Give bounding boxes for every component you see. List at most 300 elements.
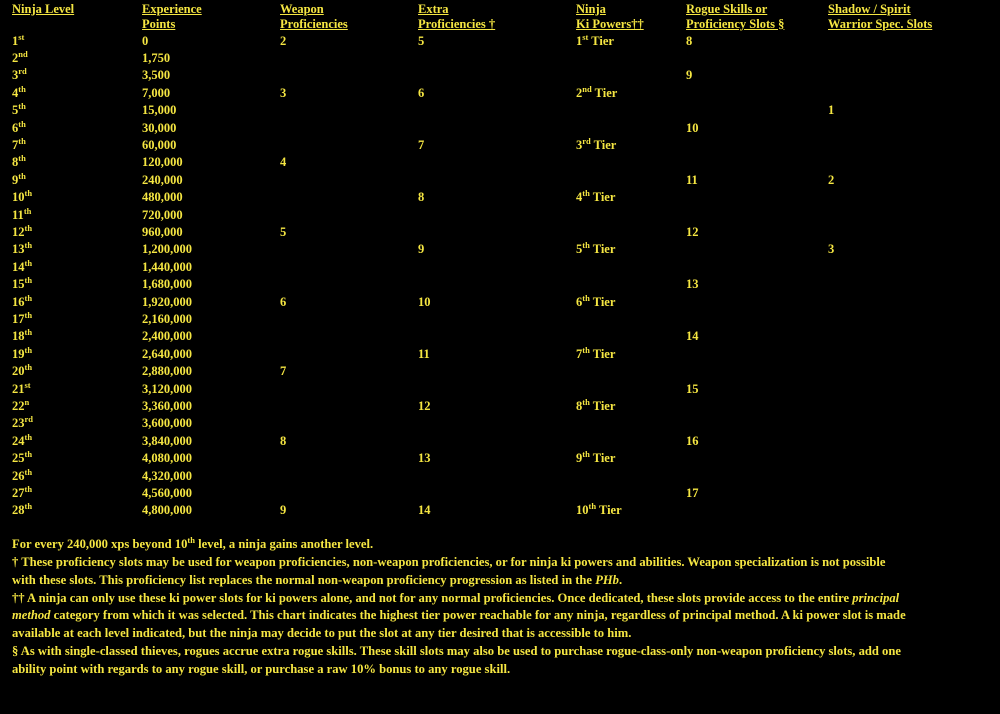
level-number: 6 xyxy=(12,120,19,135)
cell-rogue-skills: 17 xyxy=(686,486,699,501)
cell-extra-proficiencies xyxy=(418,328,576,345)
note-dagger-line1: † These proficiency slots may be used for weapon proficiencies, non-weapon proficiencies, or for ninja ki powers and abilities. Weapon specialization is not possible xyxy=(12,554,886,569)
cell-experience-points: 3,600,000 xyxy=(142,416,192,431)
cell-rogue-skills: 16 xyxy=(686,433,699,448)
cell-rogue-skills xyxy=(686,468,828,485)
cell-ninja-ki-powers xyxy=(576,102,686,119)
ki-tier-number: 2 xyxy=(576,85,583,100)
cell-experience-points: 1,440,000 xyxy=(142,259,192,274)
cell-weapon-proficiencies: 4 xyxy=(280,155,287,170)
note-progression-post: level, a ninja gains another level. xyxy=(194,536,374,551)
cell-ninja-level xyxy=(0,154,142,171)
level-ordinal-suffix: th xyxy=(24,257,33,268)
cell-extra-proficiencies xyxy=(418,172,576,189)
column-header-ninja-ki-powers xyxy=(576,0,686,33)
cell-weapon-proficiencies xyxy=(280,450,418,467)
level-number: 15 xyxy=(12,277,25,292)
cell-ninja-level xyxy=(0,85,142,102)
level-ordinal-suffix: th xyxy=(24,292,33,303)
level-ordinal-suffix: th xyxy=(24,483,33,494)
ki-tier-ordinal-suffix: th xyxy=(588,501,597,512)
table-row xyxy=(0,50,1000,67)
cell-ninja-ki-powers xyxy=(576,328,686,345)
cell-experience-points: 960,000 xyxy=(142,224,183,239)
cell-extra-proficiencies xyxy=(418,415,576,432)
cell-extra-proficiencies xyxy=(418,259,576,276)
note-dd-a: †† A ninja can only use these ki power slots for ki powers alone, and not for any normal proficiencies. Once dedicated, these slots provide access to the entire xyxy=(12,590,853,605)
cell-experience-points: 4,320,000 xyxy=(142,468,192,483)
cell-ninja-level xyxy=(0,102,142,119)
cell-shadow-spirit-slots xyxy=(828,276,1000,293)
table-row xyxy=(0,311,1000,328)
level-number: 12 xyxy=(12,224,25,239)
cell-shadow-spirit-slots xyxy=(828,328,1000,345)
level-ordinal-suffix: th xyxy=(24,362,33,373)
cell-ninja-level xyxy=(0,294,142,311)
note-dd-b-post: category from which it was selected. This chart indicates the highest tier power reachable for any ninja, regardless of principal method. A ki power slot is made xyxy=(50,608,906,623)
level-number: 7 xyxy=(12,137,19,152)
cell-rogue-skills xyxy=(686,85,828,102)
cell-rogue-skills xyxy=(686,363,828,380)
cell-weapon-proficiencies xyxy=(280,207,418,224)
column-header-line: Proficiencies † xyxy=(418,16,496,31)
table-row xyxy=(0,485,1000,502)
cell-rogue-skills xyxy=(686,241,828,258)
note-dagger-b-post: . xyxy=(618,572,623,587)
column-header-shadow-spirit-warrior xyxy=(828,0,1000,33)
cell-shadow-spirit-slots xyxy=(828,433,1000,450)
cell-shadow-spirit-slots xyxy=(828,485,1000,502)
cell-weapon-proficiencies xyxy=(280,468,418,485)
cell-ninja-ki-powers xyxy=(576,50,686,67)
table-body xyxy=(0,33,1000,520)
cell-rogue-skills: 9 xyxy=(686,68,693,83)
note-dd-b-em: method xyxy=(12,608,51,623)
level-ordinal-suffix: th xyxy=(24,449,33,460)
cell-experience-points: 1,920,000 xyxy=(142,294,192,309)
ki-tier-number: 6 xyxy=(576,294,583,309)
cell-shadow-spirit-slots xyxy=(828,189,1000,206)
level-number: 10 xyxy=(12,190,25,205)
cell-experience-points: 2,640,000 xyxy=(142,346,192,361)
column-header-line: Proficiency Slots § xyxy=(686,16,785,31)
cell-ninja-level xyxy=(0,450,142,467)
cell-rogue-skills xyxy=(686,294,828,311)
cell-experience-points: 4,080,000 xyxy=(142,451,192,466)
cell-experience-points: 2,160,000 xyxy=(142,312,192,326)
cell-shadow-spirit-slots xyxy=(828,85,1000,102)
cell-experience-points: 1,200,000 xyxy=(142,242,192,257)
cell-extra-proficiencies: 5 xyxy=(418,33,425,48)
cell-shadow-spirit-slots xyxy=(828,50,1000,67)
cell-ninja-level xyxy=(0,120,142,137)
cell-shadow-spirit-slots xyxy=(828,311,1000,328)
ki-tier-label: Tier xyxy=(590,137,617,152)
level-number: 14 xyxy=(12,259,25,274)
cell-ninja-ki-powers xyxy=(576,485,686,502)
cell-ninja-level xyxy=(0,433,142,450)
ki-tier-ordinal-suffix: st xyxy=(582,31,589,42)
cell-experience-points: 2,880,000 xyxy=(142,364,192,379)
level-number: 5 xyxy=(12,103,19,118)
table-row xyxy=(0,102,1000,119)
cell-weapon-proficiencies: 8 xyxy=(280,433,287,448)
table-row xyxy=(0,224,1000,241)
cell-weapon-proficiencies: 7 xyxy=(280,364,287,379)
cell-experience-points: 720,000 xyxy=(142,207,183,222)
ki-tier-ordinal-suffix: th xyxy=(582,240,590,251)
table-row xyxy=(0,346,1000,363)
cell-ninja-level xyxy=(0,346,142,363)
table-row xyxy=(0,363,1000,380)
cell-extra-proficiencies: 10 xyxy=(418,294,431,309)
cell-ninja-level xyxy=(0,189,142,206)
table-row xyxy=(0,189,1000,206)
ki-tier-number: 1 xyxy=(576,33,583,48)
ki-tier-number: 8 xyxy=(576,399,583,414)
cell-shadow-spirit-slots xyxy=(828,33,1000,50)
cell-extra-proficiencies: 8 xyxy=(418,190,425,205)
cell-experience-points: 240,000 xyxy=(142,172,183,187)
cell-ninja-ki-powers xyxy=(576,276,686,293)
level-number: 17 xyxy=(12,312,25,326)
cell-experience-points: 1,750 xyxy=(142,50,171,65)
cell-ninja-level xyxy=(0,259,142,276)
note-progression-sup: th xyxy=(187,534,195,545)
cell-experience-points: 120,000 xyxy=(142,155,183,170)
cell-shadow-spirit-slots xyxy=(828,154,1000,171)
note-dagger-b-pre: with these slots. This proficiency list replaces the normal non-weapon proficiency progression as listed in the xyxy=(12,572,596,587)
table-row xyxy=(0,172,1000,189)
table-row xyxy=(0,502,1000,519)
table-row xyxy=(0,259,1000,276)
cell-ninja-ki-powers xyxy=(576,468,686,485)
ki-tier-ordinal-suffix: th xyxy=(582,292,590,303)
table-row xyxy=(0,381,1000,398)
cell-weapon-proficiencies xyxy=(280,120,418,137)
cell-shadow-spirit-slots xyxy=(828,224,1000,241)
level-ordinal-suffix: th xyxy=(24,327,33,338)
level-ordinal-suffix: th xyxy=(24,222,33,233)
cell-weapon-proficiencies xyxy=(280,241,418,258)
cell-rogue-skills xyxy=(686,207,828,224)
cell-rogue-skills: 14 xyxy=(686,329,699,344)
cell-ninja-ki-powers xyxy=(576,154,686,171)
level-number: 13 xyxy=(12,242,25,257)
cell-extra-proficiencies xyxy=(418,120,576,137)
cell-rogue-skills xyxy=(686,502,828,519)
cell-extra-proficiencies xyxy=(418,363,576,380)
level-number: 26 xyxy=(12,468,25,483)
cell-weapon-proficiencies: 2 xyxy=(280,33,287,48)
level-ordinal-suffix: th xyxy=(18,170,26,181)
cell-extra-proficiencies: 14 xyxy=(418,503,431,518)
cell-shadow-spirit-slots: 1 xyxy=(828,103,835,118)
cell-weapon-proficiencies xyxy=(280,398,418,415)
column-header-experience-points xyxy=(142,0,280,33)
level-number: 23 xyxy=(12,416,25,431)
cell-rogue-skills: 15 xyxy=(686,381,699,396)
cell-shadow-spirit-slots xyxy=(828,137,1000,154)
cell-experience-points: 3,360,000 xyxy=(142,399,192,414)
level-ordinal-suffix: nd xyxy=(18,48,28,59)
ki-tier-ordinal-suffix: th xyxy=(582,396,590,407)
cell-ninja-ki-powers xyxy=(576,450,686,467)
cell-rogue-skills xyxy=(686,311,828,328)
cell-experience-points: 0 xyxy=(142,33,149,48)
column-header-line: Ninja xyxy=(576,2,606,16)
table-row xyxy=(0,468,1000,485)
note-progression-pre: For every 240,000 xps beyond 10 xyxy=(12,536,188,551)
ki-tier-ordinal-suffix: th xyxy=(582,188,590,198)
cell-ninja-level xyxy=(0,50,142,67)
ki-tier-number: 9 xyxy=(576,451,583,466)
cell-shadow-spirit-slots xyxy=(828,363,1000,380)
cell-extra-proficiencies: 9 xyxy=(418,242,425,257)
cell-extra-proficiencies xyxy=(418,102,576,119)
cell-shadow-spirit-slots xyxy=(828,415,1000,432)
note-dagger-b-em: PHb xyxy=(595,572,619,587)
level-ordinal-suffix: th xyxy=(24,309,33,320)
cell-rogue-skills: 12 xyxy=(686,224,699,239)
cell-extra-proficiencies xyxy=(418,311,576,328)
cell-shadow-spirit-slots xyxy=(828,207,1000,224)
cell-extra-proficiencies xyxy=(418,224,576,241)
note-section-line1: § As with single-classed thieves, rogues accrue extra rogue skills. These skill slots may also be used to purchase rogue-class-only non-weapon proficiency slots, add one xyxy=(12,644,901,659)
cell-experience-points: 60,000 xyxy=(142,137,177,152)
table-row xyxy=(0,67,1000,84)
cell-shadow-spirit-slots: 2 xyxy=(828,172,835,187)
cell-shadow-spirit-slots xyxy=(828,381,1000,398)
level-number: 25 xyxy=(12,451,25,466)
cell-weapon-proficiencies xyxy=(280,415,418,432)
cell-ninja-ki-powers xyxy=(576,398,686,415)
note-doubledagger-line3: available at each level indicated, but the ninja may decide to put the slot at any tier desired that is accessible to him. xyxy=(12,626,632,641)
table-row xyxy=(0,137,1000,154)
level-ordinal-suffix: th xyxy=(18,153,26,164)
table-row xyxy=(0,154,1000,171)
cell-rogue-skills xyxy=(686,137,828,154)
cell-ninja-ki-powers xyxy=(576,189,686,206)
cell-ninja-level xyxy=(0,485,142,502)
cell-ninja-ki-powers xyxy=(576,207,686,224)
ki-tier-label: Tier xyxy=(588,33,614,48)
level-number: 3 xyxy=(12,68,19,83)
level-ordinal-suffix: th xyxy=(24,188,33,198)
cell-experience-points: 3,500 xyxy=(142,68,171,83)
ki-tier-label: Tier xyxy=(589,190,616,205)
ki-tier-label: Tier xyxy=(596,503,622,518)
footnotes xyxy=(0,536,1000,679)
cell-experience-points: 30,000 xyxy=(142,120,177,135)
cell-shadow-spirit-slots xyxy=(828,259,1000,276)
column-header-line: Rogue Skills or xyxy=(686,2,768,16)
column-header-line: Points xyxy=(142,16,176,31)
level-ordinal-suffix: th xyxy=(18,135,26,146)
level-number: 21 xyxy=(12,381,25,396)
cell-ninja-ki-powers xyxy=(576,415,686,432)
column-header-extra-proficiencies xyxy=(418,0,576,33)
cell-extra-proficiencies xyxy=(418,207,576,224)
ki-tier-ordinal-suffix: nd xyxy=(582,83,592,94)
level-ordinal-suffix: th xyxy=(24,501,33,512)
table-row xyxy=(0,33,1000,50)
cell-ninja-level xyxy=(0,311,142,328)
table-row xyxy=(0,85,1000,102)
cell-weapon-proficiencies xyxy=(280,311,418,328)
level-ordinal-suffix: th xyxy=(24,240,33,251)
cell-ninja-level xyxy=(0,67,142,84)
column-header-line: Warrior Spec. Slots xyxy=(828,16,933,31)
ki-tier-number: 3 xyxy=(576,137,583,152)
cell-weapon-proficiencies xyxy=(280,189,418,206)
cell-ninja-ki-powers xyxy=(576,137,686,154)
level-number: 24 xyxy=(12,433,25,448)
cell-rogue-skills: 8 xyxy=(686,33,693,48)
cell-rogue-skills xyxy=(686,415,828,432)
cell-ninja-ki-powers xyxy=(576,346,686,363)
cell-shadow-spirit-slots xyxy=(828,346,1000,363)
column-header-line: Shadow / Spirit xyxy=(828,2,911,16)
cell-shadow-spirit-slots xyxy=(828,67,1000,84)
level-ordinal-suffix: st xyxy=(18,31,25,42)
cell-ninja-ki-powers xyxy=(576,172,686,189)
cell-rogue-skills xyxy=(686,259,828,276)
level-number: 18 xyxy=(12,329,25,344)
table-header-row xyxy=(0,0,1000,33)
level-ordinal-suffix: rd xyxy=(24,414,33,425)
cell-experience-points: 4,560,000 xyxy=(142,486,192,501)
note-doubledagger-line1 xyxy=(12,590,988,608)
note-section-line2: ability point with regards to any rogue skill, or purchase a raw 10% bonus to any rogue skill. xyxy=(12,662,511,676)
ki-tier-label: Tier xyxy=(589,242,616,257)
cell-extra-proficiencies xyxy=(418,468,576,485)
cell-weapon-proficiencies xyxy=(280,50,418,67)
column-header-line: Ninja Level xyxy=(12,2,75,16)
cell-extra-proficiencies xyxy=(418,433,576,450)
cell-experience-points: 15,000 xyxy=(142,103,177,118)
level-ordinal-suffix: th xyxy=(24,466,33,477)
cell-extra-proficiencies: 11 xyxy=(418,346,430,361)
cell-ninja-level xyxy=(0,224,142,241)
cell-ninja-level xyxy=(0,172,142,189)
cell-extra-proficiencies: 13 xyxy=(418,451,431,466)
cell-weapon-proficiencies: 6 xyxy=(280,294,287,309)
level-ordinal-suffix: th xyxy=(24,431,33,442)
level-number: 20 xyxy=(12,364,25,379)
table-row xyxy=(0,120,1000,137)
ki-tier-label: Tier xyxy=(589,399,616,414)
cell-experience-points: 2,400,000 xyxy=(142,329,192,344)
cell-weapon-proficiencies xyxy=(280,346,418,363)
cell-extra-proficiencies xyxy=(418,50,576,67)
column-header-rogue-skills xyxy=(686,0,828,33)
level-number: 4 xyxy=(12,85,19,100)
note-doubledagger-line2 xyxy=(12,607,988,625)
cell-rogue-skills xyxy=(686,154,828,171)
table-row xyxy=(0,398,1000,415)
cell-ninja-level xyxy=(0,398,142,415)
table-header xyxy=(0,0,1000,33)
cell-experience-points: 7,000 xyxy=(142,85,171,100)
cell-weapon-proficiencies xyxy=(280,276,418,293)
cell-shadow-spirit-slots xyxy=(828,502,1000,519)
note-level-progression xyxy=(12,536,988,554)
ki-tier-number: 4 xyxy=(576,190,583,205)
cell-weapon-proficiencies xyxy=(280,381,418,398)
ki-tier-ordinal-suffix: th xyxy=(582,344,590,355)
cell-ninja-ki-powers xyxy=(576,433,686,450)
cell-ninja-level xyxy=(0,33,142,50)
cell-weapon-proficiencies xyxy=(280,259,418,276)
cell-ninja-ki-powers xyxy=(576,381,686,398)
cell-ninja-ki-powers xyxy=(576,224,686,241)
level-ordinal-suffix: th xyxy=(24,344,33,355)
cell-rogue-skills: 13 xyxy=(686,277,699,292)
note-dagger-line2 xyxy=(12,572,988,590)
cell-rogue-skills: 11 xyxy=(686,172,698,187)
cell-rogue-skills xyxy=(686,50,828,67)
ki-tier-label: Tier xyxy=(589,294,616,309)
cell-ninja-ki-powers xyxy=(576,67,686,84)
level-ordinal-suffix: th xyxy=(18,118,26,129)
cell-rogue-skills xyxy=(686,102,828,119)
cell-extra-proficiencies xyxy=(418,381,576,398)
cell-extra-proficiencies: 12 xyxy=(418,399,431,414)
cell-shadow-spirit-slots xyxy=(828,120,1000,137)
cell-rogue-skills xyxy=(686,346,828,363)
cell-experience-points: 4,800,000 xyxy=(142,503,192,518)
table-row xyxy=(0,276,1000,293)
level-number: 19 xyxy=(12,346,25,361)
column-header-line: Extra xyxy=(418,2,449,16)
cell-ninja-ki-powers xyxy=(576,502,686,519)
cell-experience-points: 3,120,000 xyxy=(142,381,192,396)
cell-extra-proficiencies xyxy=(418,67,576,84)
cell-experience-points: 1,680,000 xyxy=(142,277,192,292)
cell-weapon-proficiencies xyxy=(280,328,418,345)
level-ordinal-suffix: st xyxy=(24,379,31,390)
column-header-line: Weapon xyxy=(280,2,324,16)
table-row xyxy=(0,433,1000,450)
level-number: 8 xyxy=(12,155,19,170)
cell-ninja-ki-powers xyxy=(576,120,686,137)
cell-weapon-proficiencies: 9 xyxy=(280,503,287,518)
ki-tier-label: Tier xyxy=(589,346,616,361)
ki-tier-label: Tier xyxy=(589,451,616,466)
cell-rogue-skills xyxy=(686,398,828,415)
cell-weapon-proficiencies: 3 xyxy=(280,85,287,100)
level-number: 1 xyxy=(12,33,19,48)
level-number: 9 xyxy=(12,172,19,187)
cell-ninja-ki-powers xyxy=(576,33,686,50)
level-number: 2 xyxy=(12,50,19,65)
cell-weapon-proficiencies: 5 xyxy=(280,224,287,239)
level-ordinal-suffix: rd xyxy=(18,66,27,77)
ki-tier-number: 5 xyxy=(576,242,583,257)
cell-shadow-spirit-slots xyxy=(828,450,1000,467)
column-header-weapon-proficiencies xyxy=(280,0,418,33)
ki-tier-number: 7 xyxy=(576,346,583,361)
cell-ninja-ki-powers xyxy=(576,311,686,328)
ki-tier-label: Tier xyxy=(591,85,618,100)
cell-ninja-level xyxy=(0,415,142,432)
note-dd-a-em: principal xyxy=(852,590,900,605)
cell-shadow-spirit-slots: 3 xyxy=(828,242,835,257)
cell-extra-proficiencies: 6 xyxy=(418,85,425,100)
cell-ninja-level xyxy=(0,137,142,154)
cell-weapon-proficiencies xyxy=(280,102,418,119)
